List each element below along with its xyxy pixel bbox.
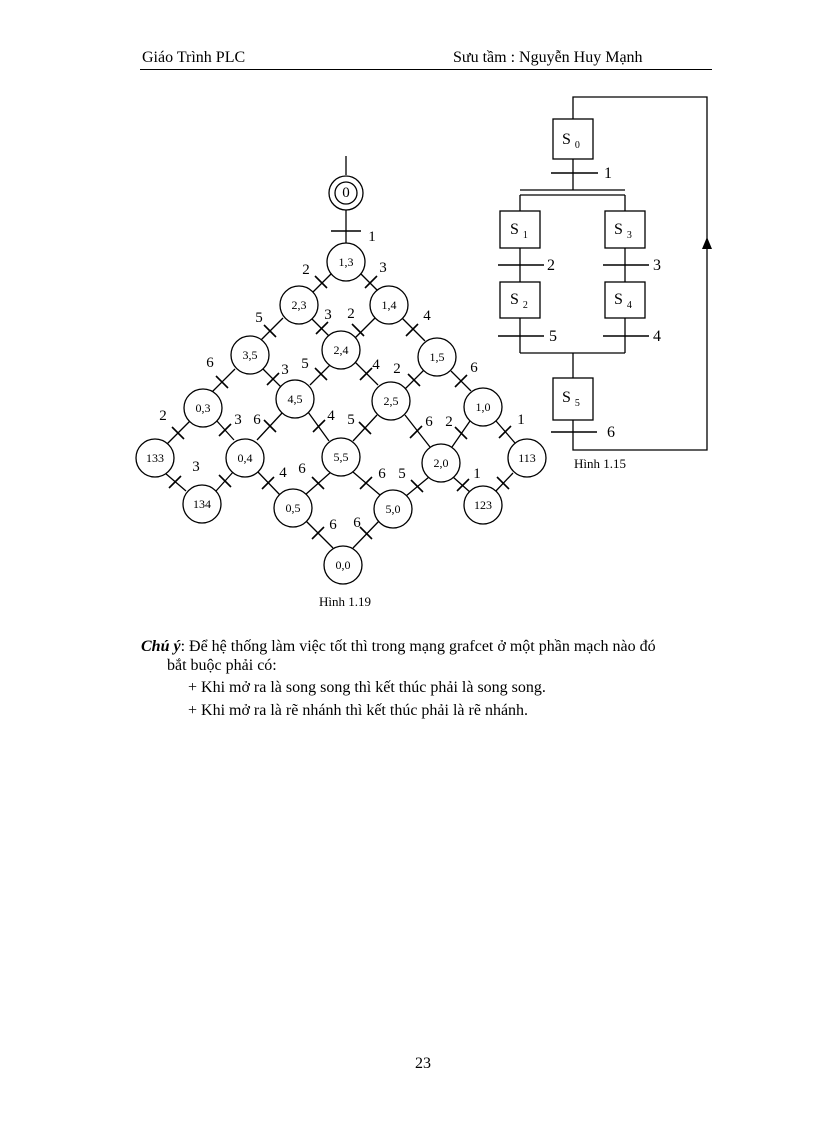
page-number: 23 [415, 1055, 431, 1072]
transition-label: 3 [653, 257, 661, 274]
step-label-s3: S $_3$ [614, 221, 632, 241]
step-subscript: 1 [522, 230, 528, 241]
note-bullet-1: + Khi mở ra là song song thì kết thúc phải là song song. [188, 679, 546, 696]
transition-label: 1 [473, 466, 481, 482]
node-label: 3,5 [242, 348, 258, 362]
node-label: 4,5 [287, 392, 303, 406]
step-label-s0: S $_0$ [562, 131, 580, 151]
step-label-s1: S $_1$ [510, 221, 528, 241]
transition-label: 5 [301, 356, 309, 372]
node-label: 1,3 [338, 255, 354, 269]
transition-label: 5 [398, 466, 406, 482]
transition-label: 1 [517, 412, 525, 428]
note-line1 [141, 637, 731, 656]
transition-tick [360, 368, 372, 380]
transition-label: 6 [298, 461, 306, 477]
transition-tick [316, 322, 328, 334]
transition-tick [410, 426, 422, 438]
node-label: 5,5 [333, 450, 349, 464]
transition-label: 5 [255, 310, 263, 326]
transition-label: 6 [353, 515, 361, 531]
note-label: Chú ý [141, 638, 181, 655]
transition-label: 5 [347, 412, 355, 428]
node-label: 133 [146, 451, 164, 465]
node-label: 5,0 [385, 502, 401, 516]
loop-arrow-icon [702, 237, 712, 249]
transition-label: 2 [159, 408, 167, 424]
transition-label: 4 [327, 408, 335, 424]
transition-label: 6 [470, 360, 478, 376]
transition-label: 2 [302, 262, 310, 278]
arc [212, 369, 235, 392]
transition-tick [360, 527, 372, 539]
transition-label: 6 [607, 424, 615, 441]
transition-label: 2 [547, 257, 555, 274]
transition-label: 5 [549, 328, 557, 345]
transition-label: 6 [253, 412, 261, 428]
figure-1-15 [498, 97, 712, 450]
transition-label: 1 [604, 165, 612, 182]
node-label: 0,5 [285, 501, 301, 515]
transition-tick [365, 276, 377, 288]
transition-label: 2 [347, 306, 355, 322]
step-label-s2: S $_2$ [510, 291, 528, 311]
figure-1-19-caption: Hình 1.19 [319, 594, 371, 609]
step-label-s4: S $_4$ [614, 291, 632, 311]
node-label: 2,0 [433, 456, 449, 470]
node-label: 0,4 [237, 451, 253, 465]
transition-label: 2 [393, 361, 401, 377]
transition-label: 6 [206, 355, 214, 371]
transition-label: 3 [192, 459, 200, 475]
node-label: 1,0 [475, 400, 491, 414]
transition-label: 1 [368, 229, 376, 245]
transition-label: 6 [329, 517, 337, 533]
transition-label: 4 [372, 357, 380, 373]
transition-label: 6 [425, 414, 433, 430]
figure-1-19 [136, 156, 546, 584]
node-label: 113 [518, 451, 536, 465]
node-label: 1,4 [381, 298, 397, 312]
step-subscript: 4 [626, 300, 632, 311]
figure-1-15-caption: Hình 1.15 [574, 456, 626, 471]
node-label: 2,3 [291, 298, 307, 312]
step-label-s5: S $_5$ [562, 389, 580, 409]
transition-tick [315, 276, 327, 288]
note-text-1: : Để hệ thống làm việc tốt thì trong mạng grafcet ở một phần mạch nào đó [180, 638, 656, 655]
step-subscript: 5 [574, 398, 580, 409]
node-label: 123 [474, 498, 492, 512]
transition-label: 6 [378, 466, 386, 482]
node-label: 134 [193, 497, 211, 511]
header-author-right: Sưu tầm : Nguyễn Huy Mạnh [453, 49, 643, 66]
transition-label: 2 [445, 414, 453, 430]
node-label: 0,0 [335, 558, 351, 572]
node-label: 1,5 [429, 350, 445, 364]
header-title-left: Giáo Trình PLC [142, 49, 246, 66]
node-label: 2,4 [333, 343, 349, 357]
step-subscript: 2 [522, 300, 528, 311]
step-subscript: 0 [574, 140, 580, 151]
transition-label: 4 [653, 328, 661, 345]
transition-label: 3 [379, 260, 387, 276]
node-label: 2,5 [383, 394, 399, 408]
note-bullet-2: + Khi mở ra là rẽ nhánh thì kết thúc phải là rẽ nhánh. [188, 702, 529, 719]
transition-tick [406, 324, 418, 336]
start-step-label: 0 [342, 185, 350, 201]
transition-label: 4 [423, 308, 431, 324]
transition-label: 3 [234, 412, 242, 428]
transition-label: 3 [324, 307, 332, 323]
node-label: 0,3 [195, 401, 211, 415]
step-subscript: 3 [626, 230, 632, 241]
transition-label: 3 [281, 362, 289, 378]
arc [311, 274, 331, 294]
note-text-2: bắt buộc phải có: [167, 657, 277, 674]
transition-label: 4 [279, 465, 287, 481]
